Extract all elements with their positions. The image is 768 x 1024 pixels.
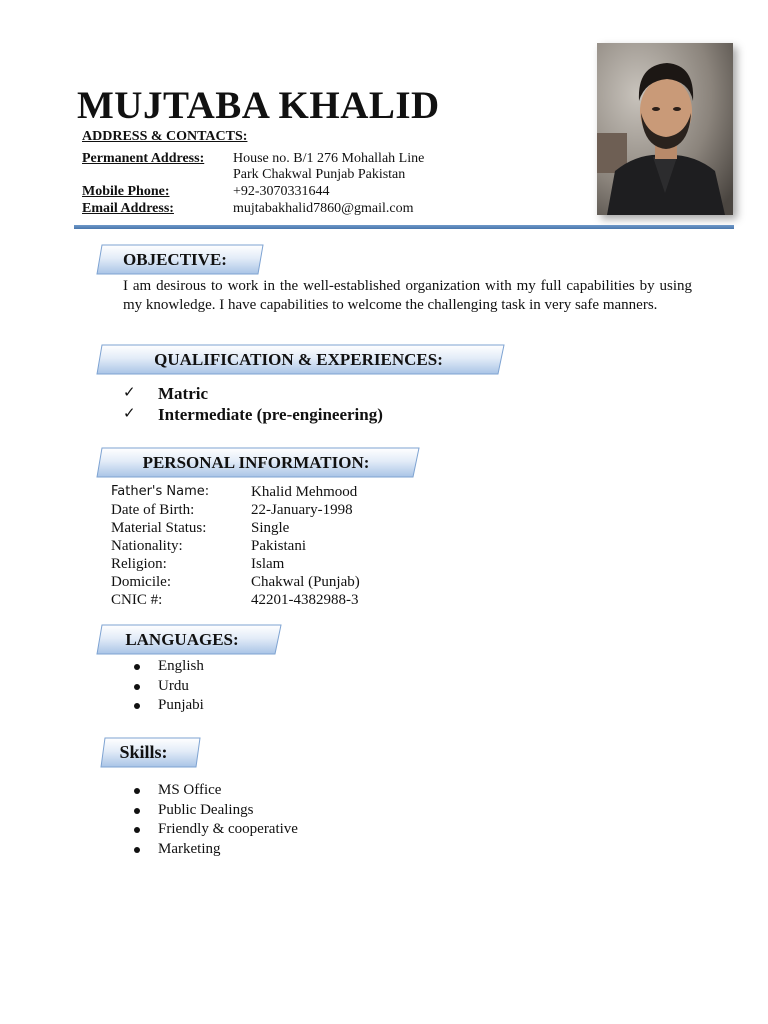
contact-value: +92-3070331644 xyxy=(233,184,330,199)
info-value: Chakwal (Punjab) xyxy=(251,574,360,590)
info-value: 42201-4382988-3 xyxy=(251,592,359,608)
skill-item: MS Office xyxy=(158,782,222,798)
info-value: Pakistani xyxy=(251,538,306,554)
contact-label: Permanent Address: xyxy=(82,151,205,166)
checkmark-icon: ✓ xyxy=(123,385,136,401)
info-label: Father's Name: xyxy=(111,484,210,499)
language-item: English xyxy=(158,658,204,674)
info-label: Date of Birth: xyxy=(111,502,195,518)
qualification-item: Matric xyxy=(158,384,209,403)
contact-label: Email Address: xyxy=(82,201,174,216)
info-value: Khalid Mehmood xyxy=(251,484,358,500)
info-label: Nationality: xyxy=(111,538,183,554)
list-item xyxy=(132,820,298,840)
checkmark-icon: ✓ xyxy=(123,406,136,422)
bullet-icon xyxy=(134,664,140,670)
info-value: Islam xyxy=(251,556,285,572)
skills-list xyxy=(132,781,298,859)
candidate-name: MUJTABA KHALID xyxy=(77,84,440,127)
qualification-item: Intermediate (pre-engineering) xyxy=(158,405,383,424)
languages-list xyxy=(132,657,204,716)
address-heading: ADDRESS & CONTACTS: xyxy=(82,129,248,144)
skill-item: Public Dealings xyxy=(158,801,254,818)
bullet-icon xyxy=(134,847,140,853)
list-item xyxy=(132,781,298,801)
list-item xyxy=(132,696,204,716)
contact-value: mujtabakhalid7860@gmail.com xyxy=(233,201,414,216)
qualification-heading: QUALIFICATION & EXPERIENCES: xyxy=(154,350,443,369)
languages-banner xyxy=(96,624,282,655)
objective-heading: OBJECTIVE: xyxy=(123,250,227,269)
profile-photo xyxy=(597,43,733,215)
list-item xyxy=(132,801,298,821)
bullet-icon xyxy=(134,684,140,690)
header-divider xyxy=(74,225,734,229)
objective-banner xyxy=(96,244,264,275)
personal-info-banner xyxy=(96,447,420,478)
info-value: 22-January-1998 xyxy=(251,502,353,518)
bullet-icon xyxy=(134,827,140,833)
list-item xyxy=(123,404,383,425)
person-portrait-icon xyxy=(597,43,733,215)
skill-item: Marketing xyxy=(158,840,221,857)
language-item: Punjabi xyxy=(158,697,204,714)
bullet-icon xyxy=(134,703,140,709)
personal-info-heading: PERSONAL INFORMATION: xyxy=(142,453,370,472)
skills-heading: Skills: xyxy=(119,742,168,762)
info-label: CNIC #: xyxy=(111,592,163,608)
list-item xyxy=(132,657,204,677)
language-item: Urdu xyxy=(158,677,189,694)
bullet-icon xyxy=(134,788,140,794)
skills-banner xyxy=(100,737,201,768)
languages-heading: LANGUAGES: xyxy=(125,630,239,649)
qualification-list xyxy=(123,383,383,425)
list-item xyxy=(123,383,383,404)
info-label: Material Status: xyxy=(111,520,207,536)
info-value: Single xyxy=(251,520,290,536)
info-label: Domicile: xyxy=(111,574,171,590)
skill-item: Friendly & cooperative xyxy=(158,821,298,838)
contact-label: Mobile Phone: xyxy=(82,184,170,199)
list-item xyxy=(132,840,298,860)
contact-value: Park Chakwal Punjab Pakistan xyxy=(233,167,406,182)
info-label: Religion: xyxy=(111,556,167,572)
qualification-banner xyxy=(96,344,505,375)
objective-text: I am desirous to work in the well-established organization with my full capabilities by using my knowledge. I have capabilities to welcome the challenging task in very safe manners. xyxy=(123,278,692,313)
contact-value: House no. B/1 276 Mohallah Line xyxy=(233,151,425,166)
list-item xyxy=(132,677,204,697)
bullet-icon xyxy=(134,808,140,814)
